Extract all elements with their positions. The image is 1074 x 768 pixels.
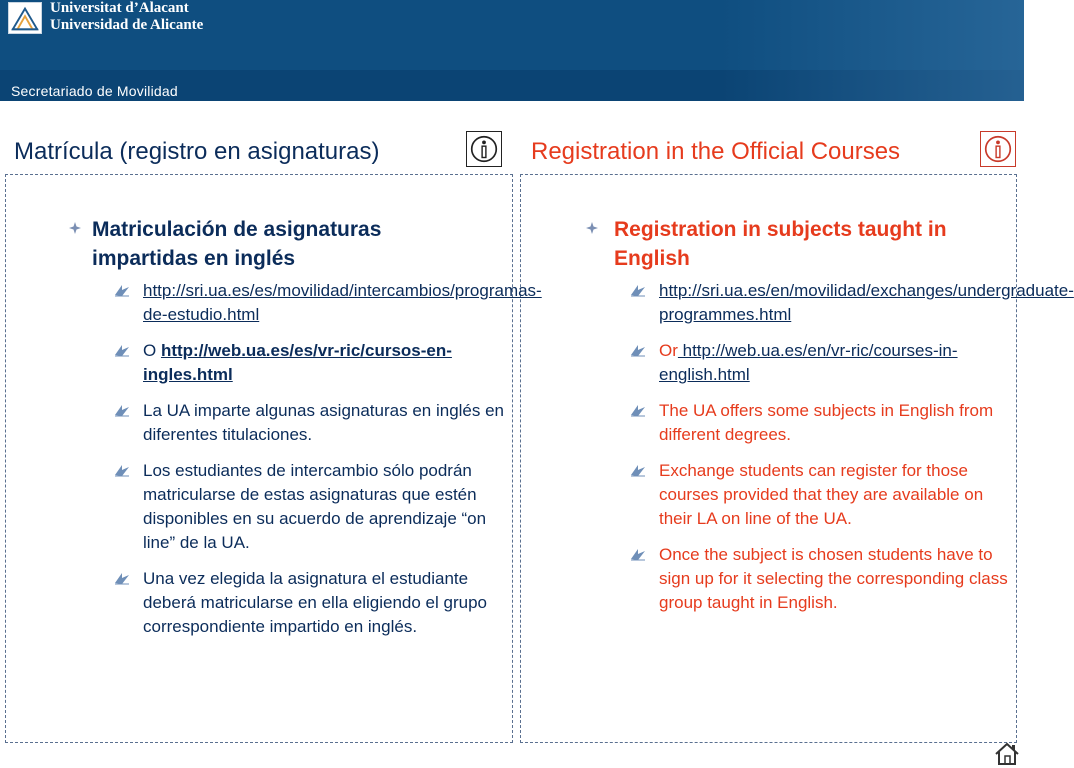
diamond-bullet-icon bbox=[69, 222, 81, 234]
item-text: Exchange students can register for those courses provided that they are available on their LA on line of the UA. bbox=[659, 461, 984, 528]
university-logo-icon[interactable] bbox=[8, 2, 42, 34]
arrow-bullet-icon bbox=[114, 571, 130, 585]
list-item bbox=[114, 399, 506, 447]
list-item bbox=[630, 543, 1014, 615]
arrow-bullet-icon bbox=[114, 283, 130, 297]
university-name-valencian: Universitat d’Alacant bbox=[50, 0, 189, 16]
exchange-programmes-link[interactable]: http://sri.ua.es/es/movilidad/intercambios/programas-de-estudio.html bbox=[143, 281, 542, 324]
item-text: Once the subject is chosen students have to sign up for it selecting the corresponding class group taught in English. bbox=[659, 545, 1008, 612]
arrow-bullet-icon bbox=[114, 403, 130, 417]
courses-in-english-link[interactable]: http://web.ua.es/en/vr-ric/courses-in-english.html bbox=[659, 341, 958, 384]
diamond-bullet-icon bbox=[586, 222, 598, 234]
list-item bbox=[630, 459, 1014, 531]
english-sub-list bbox=[630, 279, 1074, 627]
arrow-bullet-icon bbox=[114, 463, 130, 477]
list-item bbox=[114, 567, 506, 639]
arrow-bullet-icon bbox=[630, 283, 646, 297]
list-item bbox=[630, 339, 1014, 387]
info-icon[interactable] bbox=[980, 131, 1016, 167]
header-gradient bbox=[720, 0, 1024, 101]
courses-in-english-link[interactable]: http://web.ua.es/es/vr-ric/cursos-en-ingles.html bbox=[143, 341, 452, 384]
item-text: La UA imparte algunas asignaturas en inglés en diferentes titulaciones. bbox=[143, 401, 505, 444]
university-name-spanish: Universidad de Alicante bbox=[50, 17, 204, 33]
item-text: Una vez elegida la asignatura el estudiante deberá matricularse en ella eligiendo el grupo correspondiente impartido en inglés. bbox=[143, 569, 487, 636]
arrow-bullet-icon bbox=[630, 463, 646, 477]
spanish-title: Matrícula (registro en asignaturas) bbox=[14, 138, 380, 165]
department-name: Secretariado de Movilidad bbox=[11, 83, 178, 99]
exchanges-programmes-link[interactable]: http://sri.ua.es/en/movilidad/exchanges/undergraduate-programmes.html bbox=[659, 281, 1074, 324]
info-icon[interactable] bbox=[466, 131, 502, 167]
spanish-main-bullet: Matriculación de asignaturas impartidas en inglés bbox=[92, 218, 382, 270]
list-item bbox=[114, 459, 506, 555]
arrow-bullet-icon bbox=[114, 343, 130, 357]
link-prefix: Or bbox=[659, 341, 678, 360]
english-title: Registration in the Official Courses bbox=[531, 138, 901, 165]
list-item bbox=[630, 279, 1074, 327]
item-text: Los estudiantes de intercambio sólo podrán matricularse de estas asignaturas que estén disponibles en su acuerdo de aprendizaje “on line” de la UA. bbox=[143, 461, 487, 552]
header-banner bbox=[0, 0, 1024, 101]
list-item bbox=[114, 279, 542, 327]
item-text: The UA offers some subjects in English from different degrees. bbox=[659, 401, 994, 444]
spanish-sub-list bbox=[114, 279, 542, 651]
arrow-bullet-icon bbox=[630, 343, 646, 357]
home-icon[interactable] bbox=[994, 742, 1020, 766]
list-item bbox=[114, 339, 506, 387]
link-prefix: O bbox=[143, 341, 161, 360]
english-main-bullet: Registration in subjects taught in English bbox=[614, 218, 947, 270]
arrow-bullet-icon bbox=[630, 547, 646, 561]
arrow-bullet-icon bbox=[630, 403, 646, 417]
list-item bbox=[630, 399, 1014, 447]
